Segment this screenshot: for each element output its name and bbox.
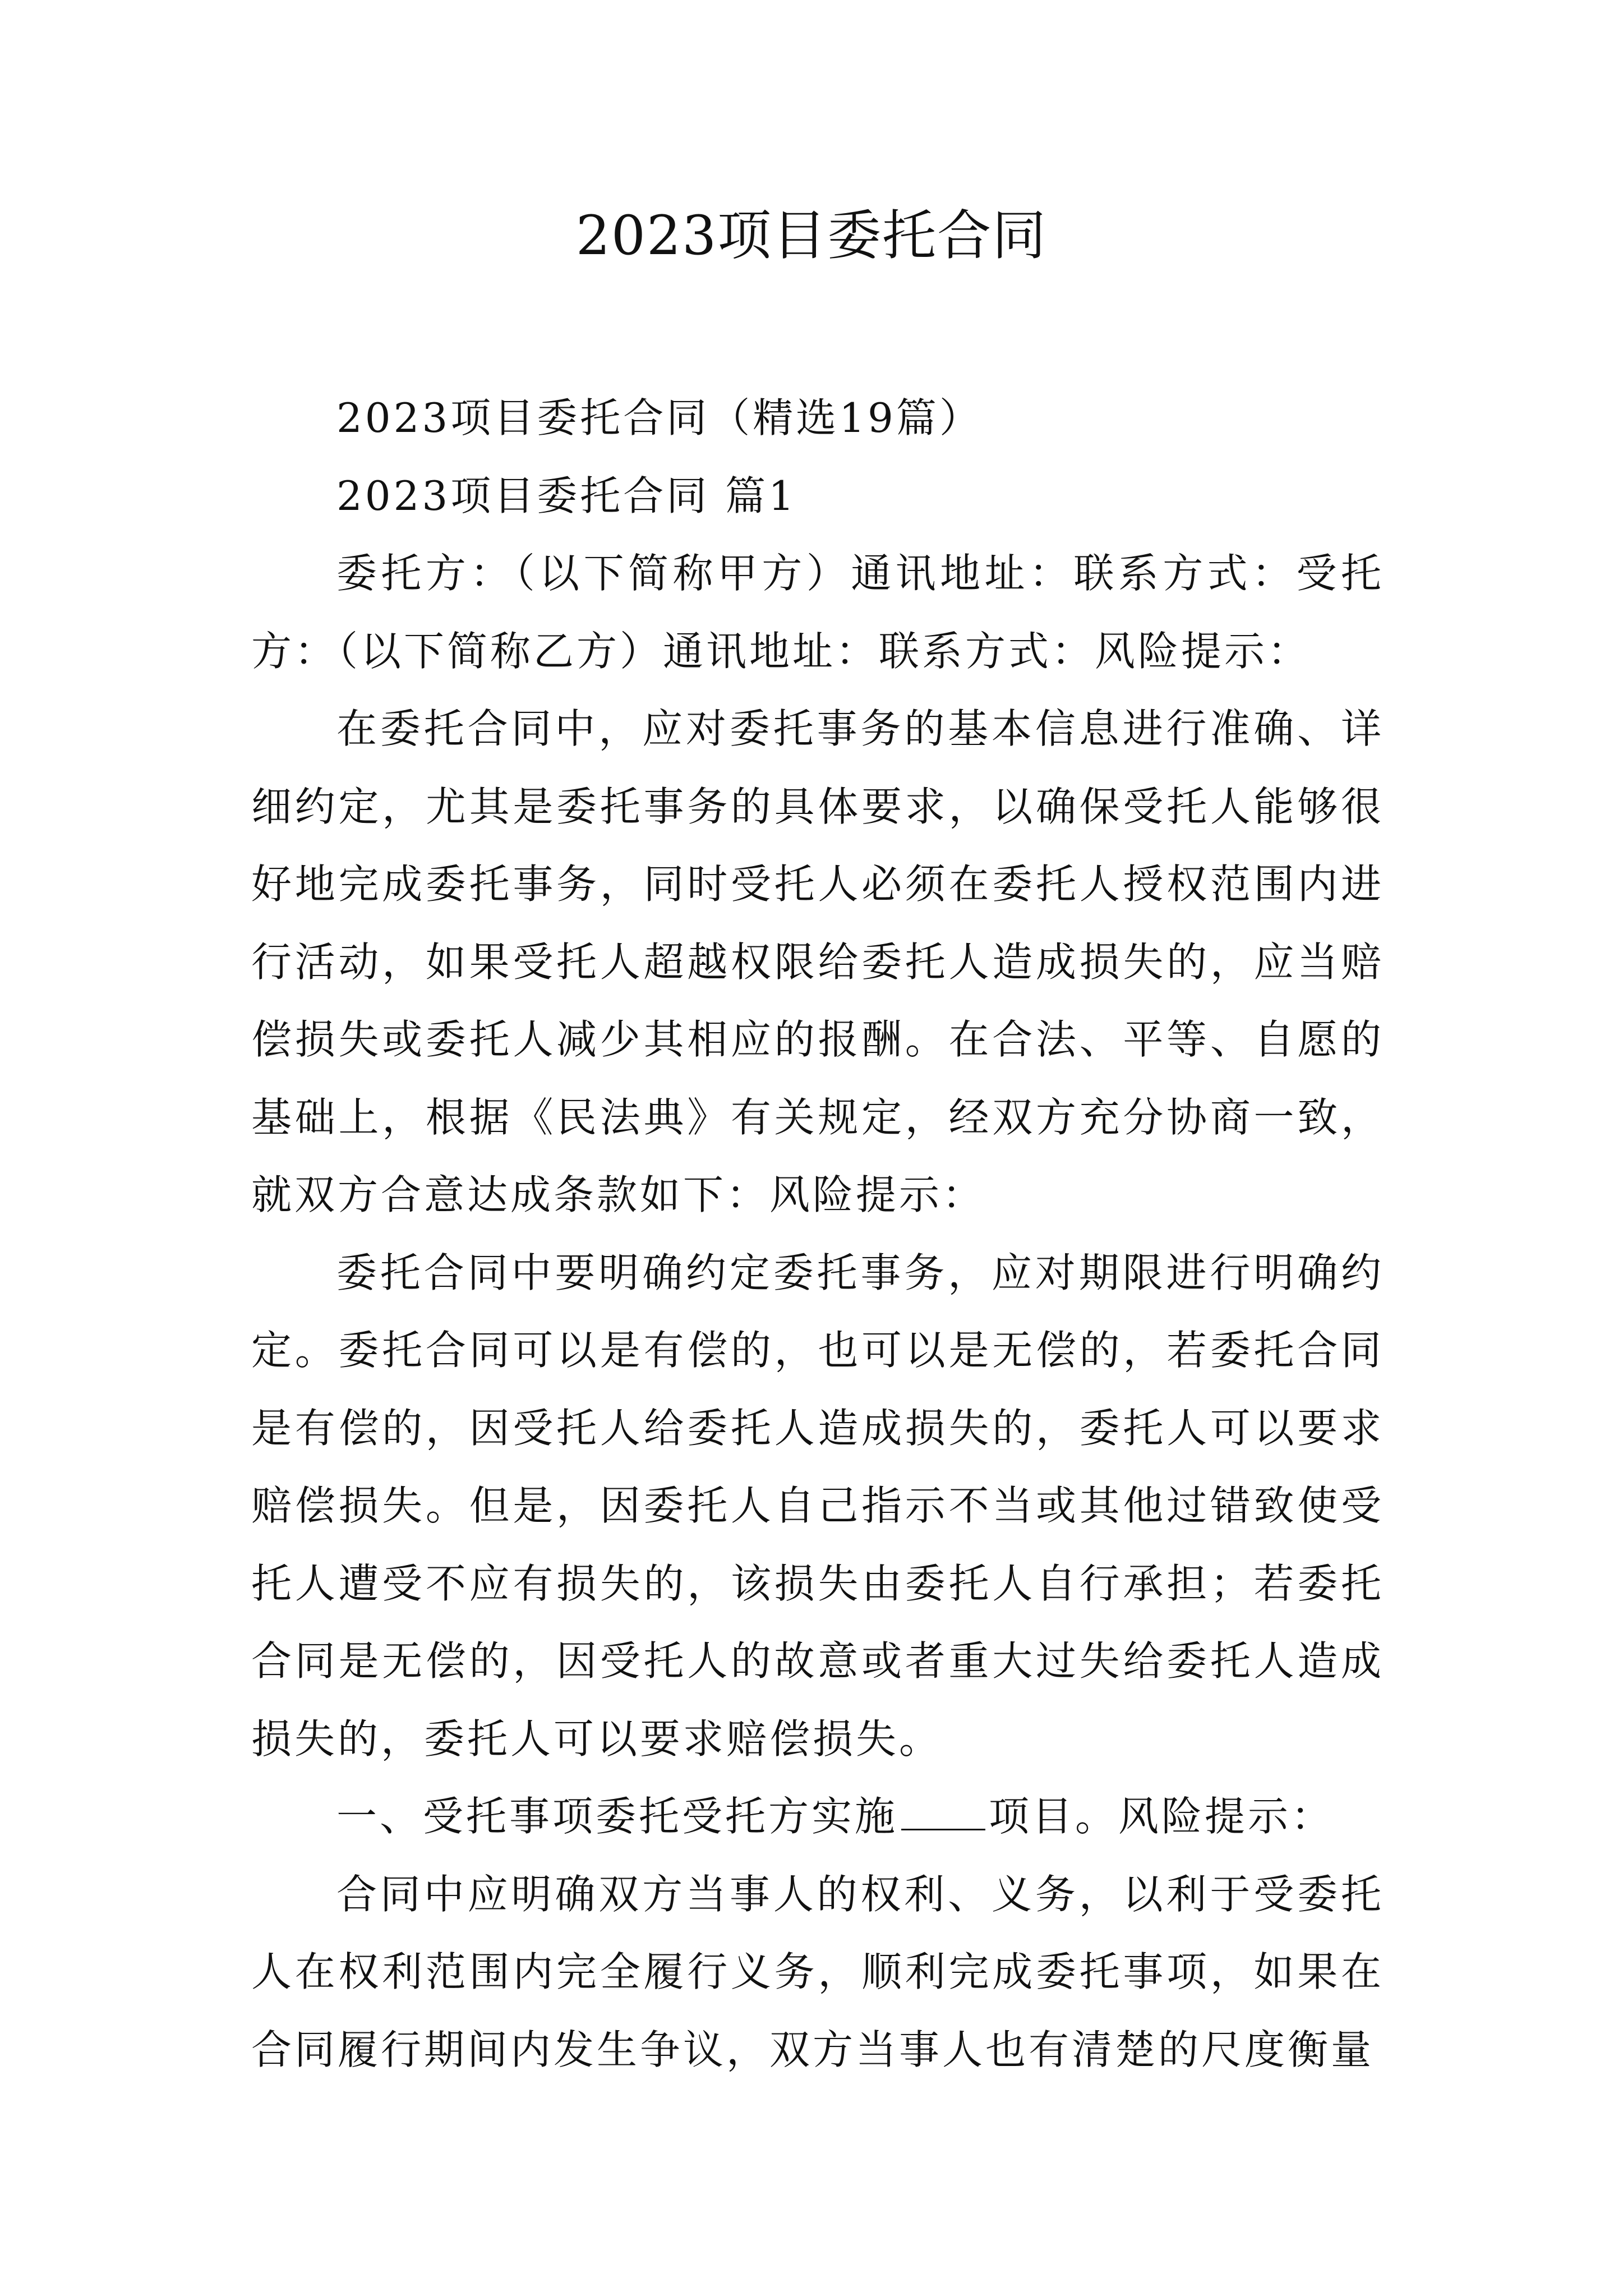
body-paragraph: 委托合同中要明确约定委托事务，应对期限进行明确约定。委托合同可以是有偿的，也可以是无偿的，若委托合同是有偿的，因受托人给委托人造成损失的，委托人可以要求赔偿损失。但是，因委托人自己指示不当或其他过错致使受托人遭受不应有损失的，该损失由委托人自行承担；若委托合同是无偿的，因受托人的故意或者重大过失给委托人造成损失的，委托人可以要求赔偿损失。 (251, 1249, 1384, 1763)
body-paragraph: 在委托合同中，应对委托事务的基本信息进行准确、详细约定，尤其是委托事务的具体要求，以确保受托人能够很好地完成委托事务，同时受托人必须在委托人授权范围内进行活动，如果受托人超越权限给委托人造成损失的，应当赔偿损失或委托人减少其相应的报酬。在合法、平等、自愿的基础上，根据《民法典》有关规定，经双方充分协商一致，就双方合意达成条款如下：风险提示： (251, 705, 1384, 1218)
parties-paragraph: 委托方：（以下简称甲方）通讯地址：联系方式：受托方：（以下简称乙方）通讯地址：联系方式：风险提示： (251, 550, 1384, 675)
fill-in-blank (901, 1795, 985, 1830)
document-body (251, 379, 1384, 2088)
clause-one-text-continued: 项目。风险提示： (989, 1793, 1335, 1840)
clause-one-text: 一、受托事项委托受托方实施 (336, 1793, 898, 1840)
document-title: 2023项目委托合同 (575, 204, 1048, 267)
section-heading: 2023项目委托合同 篇1 (336, 472, 797, 519)
subtitle-paragraph: 2023项目委托合同（精选19篇） (336, 394, 983, 441)
clause-one-paragraph (251, 1778, 1384, 1856)
body-paragraph: 合同中应明确双方当事人的权利、义务，以利于受委托人在权利范围内完全履行义务，顺利完成委托事项，如果在合同履行期间内发生争议，双方当事人也有清楚的尺度衡量 (251, 1870, 1384, 2073)
